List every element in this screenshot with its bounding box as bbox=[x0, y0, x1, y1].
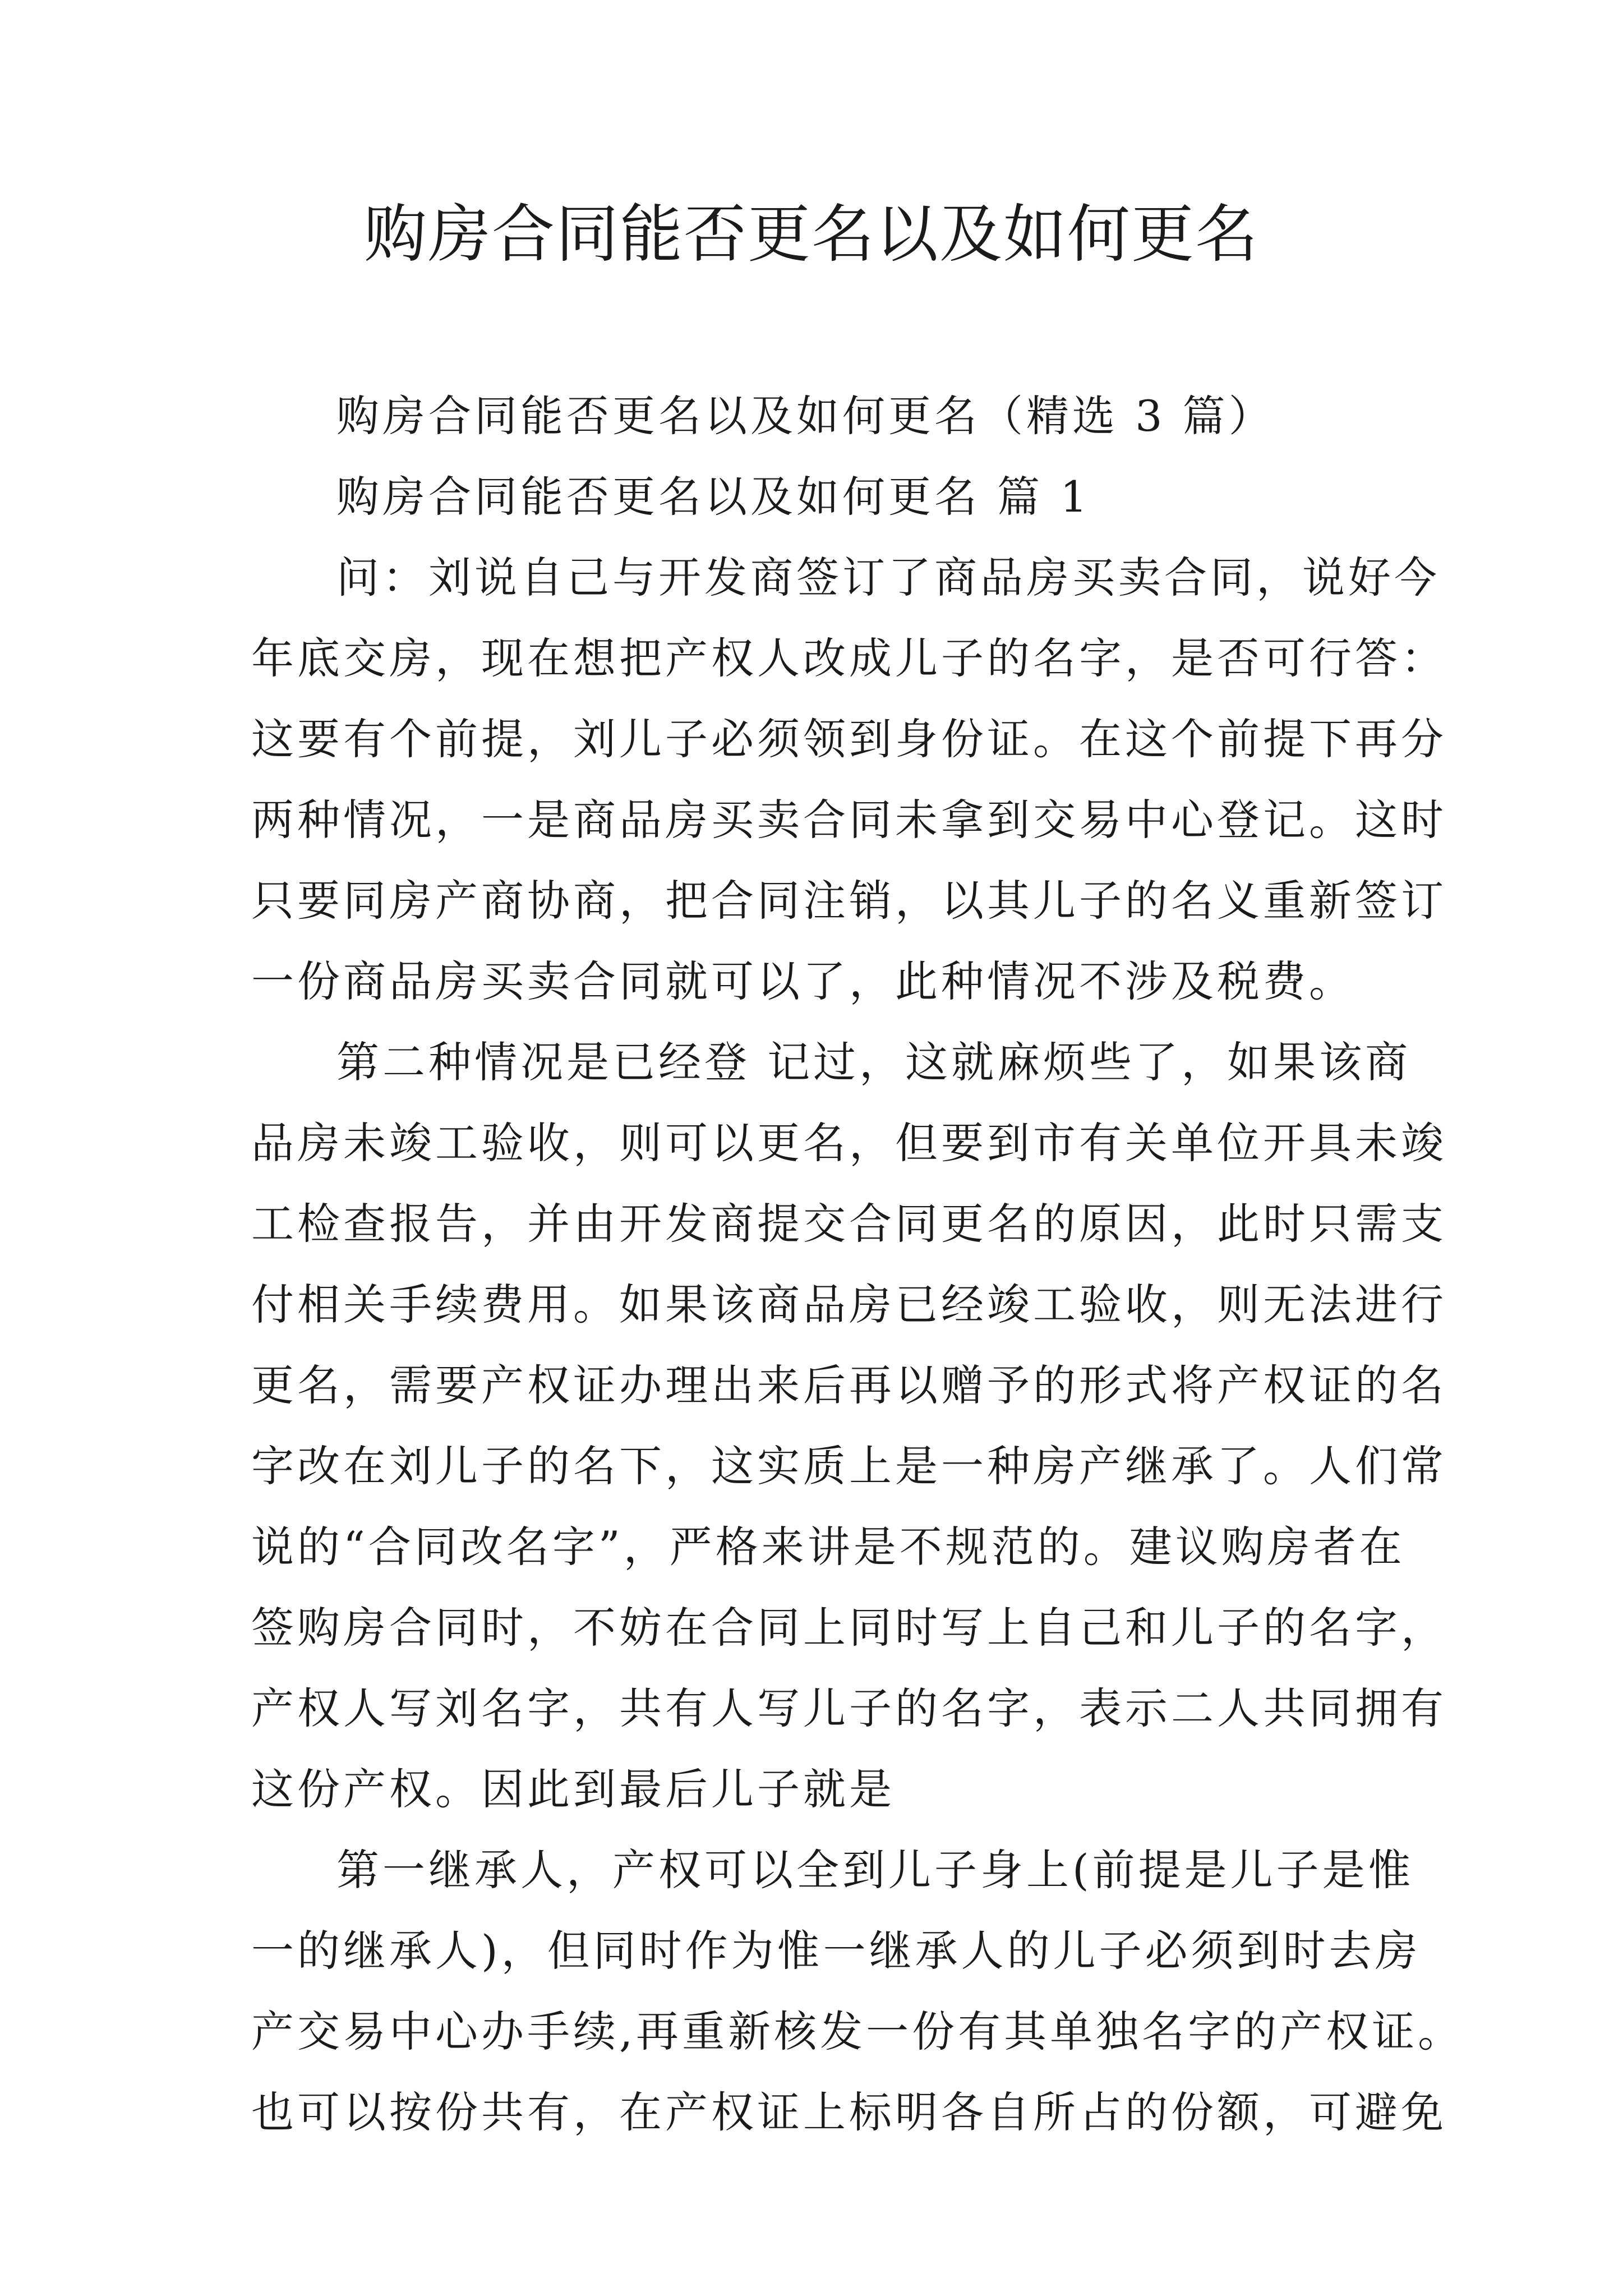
body-line: 购房合同能否更名以及如何更名（精选 3 篇） bbox=[336, 391, 1275, 441]
body-line: 购房合同能否更名以及如何更名 篇 1 bbox=[336, 472, 1091, 522]
body-line: 产权人写刘名字，共有人写儿子的名字，表示二人共同拥有 bbox=[251, 1683, 1447, 1733]
body-line: 说的“合同改名字”，严格来讲是不规范的。建议购房者在 bbox=[251, 1522, 1405, 1572]
body-line: 品房未竣工验收，则可以更名，但要到市有关单位开具未竣 bbox=[251, 1118, 1447, 1168]
body-line: 付相关手续费用。如果该商品房已经竣工验收，则无法进行 bbox=[251, 1280, 1447, 1329]
body-line: 字改在刘儿子的名下，这实质上是一种房产继承了。人们常 bbox=[251, 1441, 1447, 1491]
body-line: 一的继承人)，但同时作为惟一继承人的儿子必须到时去房 bbox=[251, 1926, 1421, 1976]
body-line: 只要同房产商协商，把合同注销，以其儿子的名义重新签订 bbox=[251, 876, 1447, 926]
body-line: 产交易中心办手续,再重新核发一份有其单独名字的产权证。 bbox=[251, 2007, 1464, 2056]
document-body bbox=[251, 376, 1464, 2153]
body-line: 两种情况，一是商品房买卖合同未拿到交易中心登记。这时 bbox=[251, 795, 1447, 845]
body-line: 签购房合同时，不妨在合同上同时写上自己和儿子的名字， bbox=[251, 1603, 1447, 1653]
body-line: 第一继承人，产权可以全到儿子身上(前提是儿子是惟 bbox=[336, 1845, 1414, 1895]
body-line: 这要有个前提，刘儿子必须领到身份证。在这个前提下再分 bbox=[251, 714, 1447, 764]
body-line: 也可以按份共有，在产权证上标明各自所占的份额，可避免 bbox=[251, 2087, 1447, 2137]
document-title: 购房合同能否更名以及如何更名 bbox=[364, 198, 1259, 271]
body-line: 问：刘说自己与开发商签订了商品房买卖合同，说好今 bbox=[336, 553, 1440, 602]
body-line: 工检查报告，并由开发商提交合同更名的原因，此时只需支 bbox=[251, 1199, 1447, 1249]
body-line: 年底交房，现在想把产权人改成儿子的名字，是否可行答： bbox=[251, 633, 1447, 683]
body-line: 第二种情况是已经登 记过，这就麻烦些了，如果该商 bbox=[336, 1037, 1412, 1087]
body-line: 更名，需要产权证办理出来后再以赠予的形式将产权证的名 bbox=[251, 1360, 1447, 1410]
body-line: 一份商品房买卖合同就可以了，此种情况不涉及税费。 bbox=[251, 956, 1355, 1006]
body-line: 这份产权。因此到最后儿子就是 bbox=[251, 1764, 895, 1814]
